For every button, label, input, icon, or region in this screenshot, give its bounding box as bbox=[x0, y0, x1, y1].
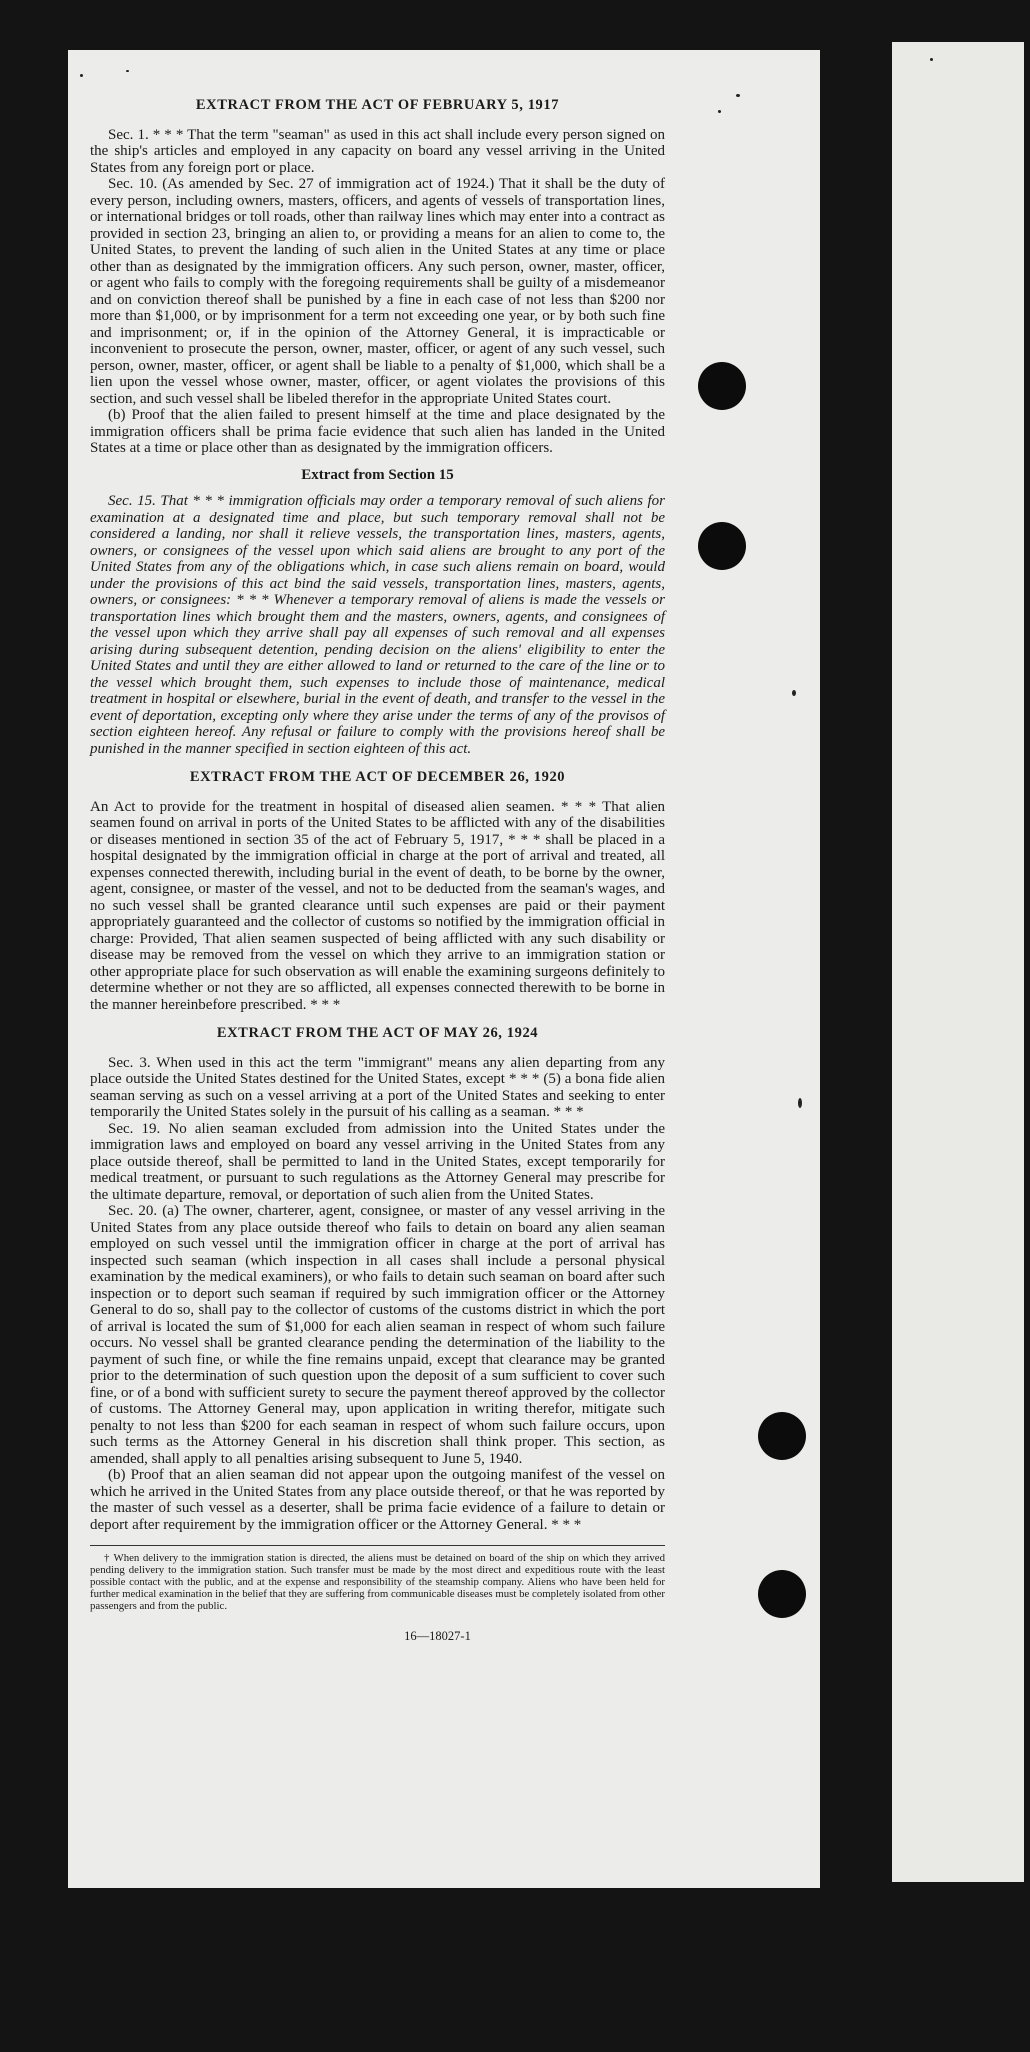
footnote-rule bbox=[90, 1545, 665, 1546]
section-10-b-paragraph: (b) Proof that the alien failed to present himself at the time and place designated by the immigration officers shall be prima facie evidence that such alien has landed in the United States at a time or place other than as designated by the immigration officers. bbox=[90, 407, 665, 456]
scan-speck bbox=[126, 70, 129, 72]
heading-act-1924: EXTRACT FROM THE ACT OF MAY 26, 1924 bbox=[216, 1025, 539, 1041]
section-3-paragraph: Sec. 3. When used in this act the term "immigrant" means any alien departing from any place outside the United States destined for the United States, except * * * (5) a bona fide alien seaman serving as such on a vessel arriving at a port of the United States and seeking to enter temporarily the United States solely in the pursuit of his calling as a seaman. * * * bbox=[90, 1054, 665, 1120]
punch-hole bbox=[698, 522, 746, 570]
section-15-paragraph: Sec. 15. That * * * immigration officials may order a temporary removal of such aliens for examination at a designated time and place, but such temporary removal shall not be considered a landing, nor shall it relieve vessels, the transportation lines, masters, agents, owners, or consignees of the vessel upon which said aliens are brought to any port of the United States from any of the obligations which, in case such aliens remain on board, would under the provisions of this act bind the said vessels, transportation lines, masters, agents, owners, or consignees: * * * Whenever a temporary removal of aliens is made the vessels or transportation lines which brought them and the masters, owners, agents, and consignees of the vessel upon which they arrive shall pay all expenses of such removal and all expenses arising during subsequent detention, pending decision on the aliens' eligibility to enter the United States and until they are either allowed to land or returned to the care of the line or to the vessel which brought them, such expenses to include those of maintenance, medical treatment in hospital or elsewhere, burial in the event of death, and transfer to the vessel in the event of deportation, excepting only where they arise under the terms of any of the provisos of section eighteen hereof. Any refusal or failure to comply with the provisions hereof shall be punished in the manner specified in section eighteen of this act. bbox=[90, 493, 665, 757]
heading-act-1920: EXTRACT FROM THE ACT OF DECEMBER 26, 1920 bbox=[189, 769, 566, 785]
scan-speck bbox=[736, 94, 740, 97]
section-19-paragraph: Sec. 19. No alien seaman excluded from admission into the United States under the immigration laws and employed on board any vessel arriving in the United States from any place outside thereof, shall be permitted to land in the United States, except temporarily for medical treatment, or pursuant to such regulations as the Attorney General may prescribe for the ultimate departure, removal, or deportation of such alien from the United States. bbox=[90, 1120, 665, 1203]
punch-hole bbox=[698, 362, 746, 410]
heading-section-15: Extract from Section 15 bbox=[301, 466, 454, 483]
punch-hole bbox=[758, 1412, 806, 1460]
section-20-a-paragraph: Sec. 20. (a) The owner, charterer, agent, consignee, or master of any vessel arriving in the United States from any place outside thereof who fails to detain on board any alien seaman employed on such vessel until the immigration officer in charge at the port of arrival has inspected such seaman (which inspection in all cases shall include a personal physical examination by the medical examiners), or who fails to detain such seaman on board after such inspection or to deport such seaman if required by such immigration officer or the Attorney General to do so, shall pay to the collector of customs of the customs district in which the port of arrival is located the sum of $1,000 for each alien seaman in respect of whom such failure occurs. No vessel shall be granted clearance pending the determination of the liability to the payment of such fine, or while the fine remains unpaid, except that clearance may be granted prior to the determination of such question upon the deposit of a sum sufficient to cover such fine, or of a bond with sufficient surety to secure the payment thereof approved by the collector of customs. The Attorney General may, upon application in writing therefor, mitigate such penalty to not less than $200 for each seaman in respect of whom such failure occurs, upon such terms as the Attorney General in his discretion shall think proper. This section, as amended, shall apply to all penalties arising subsequent to June 5, 1940. bbox=[90, 1203, 665, 1467]
scan-speck bbox=[798, 1098, 802, 1108]
footnote: † When delivery to the immigration station is directed, the aliens must be detained on board of the ship on which they arrived pending delivery to the immigration station. Such transfer must be made by the most direct and expeditious route with the least possible contact with the public, and at the expense and responsibility of the steamship company. Aliens who have been held for further medical examination in the belief that they are suffering from communicable diseases must be completely isolated from other passengers and from the public. bbox=[90, 1552, 665, 1612]
section-1-paragraph: Sec. 1. * * * That the term "seaman" as used in this act shall include every person signed on the ship's articles and employed in any capacity on board any vessel arriving in the United States from any foreign port or place. bbox=[90, 126, 665, 176]
scan-speck bbox=[80, 74, 83, 77]
section-20-b-paragraph: (b) Proof that an alien seaman did not appear upon the outgoing manifest of the vessel on which he arrived in the United States from any place outside thereof, or that he was reported by the master of such vessel as a deserter, shall be prima facie evidence of a failure to detain or deport after requirement by the immigration officer or the Attorney General. * * * bbox=[90, 1467, 665, 1533]
act-1920-paragraph: An Act to provide for the treatment in hospital of diseased alien seamen. * * * That alien seamen found on arrival in ports of the United States to be afflicted with any of the disabilities or diseases mentioned in section 35 of the act of February 5, 1917, * * * shall be placed in a hospital designated by the immigration official in charge at the port of arrival and treated, all expenses connected therewith, including burial in the event of death, to be borne by the owner, agent, consignee, or master of the vessel, and not to be deducted from the seaman's wages, and no such vessel shall be granted clearance until such expenses are paid or their payment appropriately guaranteed and the collector of customs so notified by the immigration official in charge: Provided, That alien seamen suspected of being afflicted with any such disability or disease may be removed from the vessel on which they arrive to an immigration station or other appropriate place for such observation as will enable the examining surgeons definitely to determine whether or not they are so afflicted, all expenses connected therewith to be borne in the manner hereinbefore prescribed. * * * bbox=[90, 798, 665, 1013]
scan-speck bbox=[718, 110, 721, 113]
section-10-paragraph: Sec. 10. (As amended by Sec. 27 of immigration act of 1924.) That it shall be the duty of every person, including owners, masters, officers, and agents of vessels of transportation lines, or international bridges or toll roads, other than railway lines which may enter into a contract as provided in section 23, bringing an alien to, or providing a means for an alien to come to, the United States, to prevent the landing of such alien in the United States at any time or place other than as designated by the immigration officers. Any such person, owner, master, officer, or agent who fails to comply with the foregoing requirements shall be guilty of a misdemeanor and on conviction thereof shall be punished by a fine in each case of not less than $200 nor more than $1,000, or by imprisonment for a term not exceeding one year, or by both such fine and imprisonment; or, if in the opinion of the Attorney General, it is impracticable or inconvenient to prosecute the person, owner, master, officer, or agent of any such vessel, such person, owner, master, officer, or agent shall be liable to a penalty of $1,000, which shall be a lien upon the vessel whose owner, master, officer, or agent violates the provisions of this section, and such vessel shall be libeled therefor in the appropriate United States court. bbox=[90, 176, 665, 407]
adjacent-page-strip bbox=[892, 42, 1024, 1882]
form-code: 16—18027-1 bbox=[404, 1629, 471, 1643]
punch-hole bbox=[758, 1570, 806, 1618]
scan-speck bbox=[792, 690, 796, 696]
document-text bbox=[90, 97, 665, 1645]
heading-act-1917: EXTRACT FROM THE ACT OF FEBRUARY 5, 1917 bbox=[195, 97, 560, 113]
scan-speck bbox=[930, 58, 933, 61]
